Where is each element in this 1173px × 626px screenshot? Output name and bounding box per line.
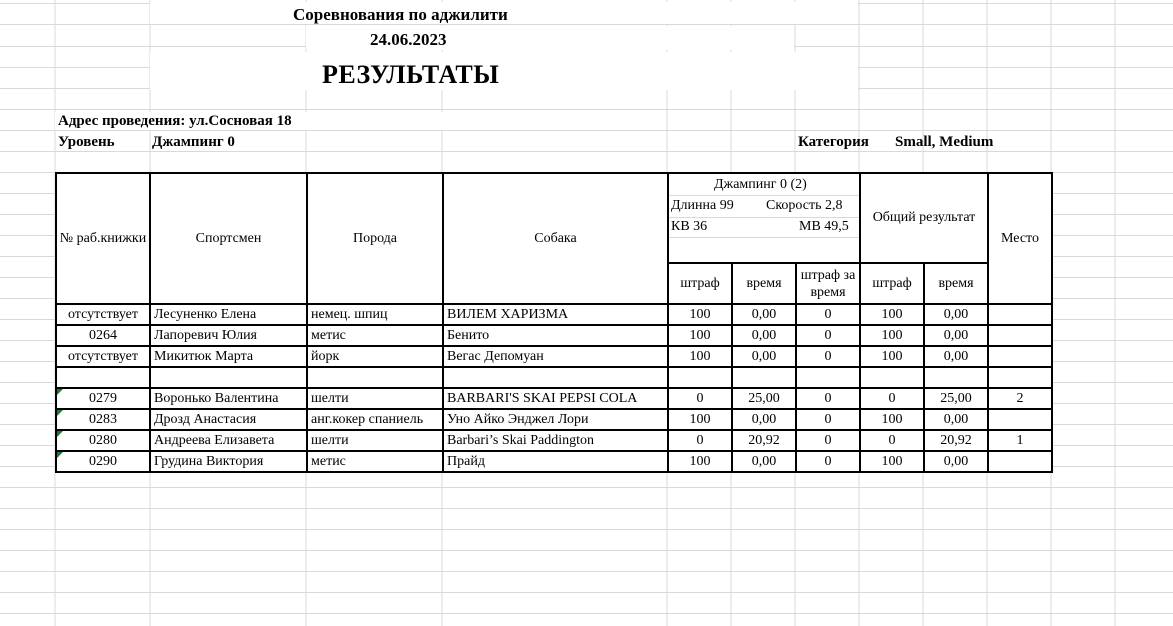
cell-time[interactable]: 20,92 xyxy=(732,430,796,451)
header-jumping-info xyxy=(668,173,860,263)
jump-title: Джампинг 0 (2) xyxy=(714,177,807,192)
cell-time[interactable] xyxy=(732,367,796,388)
cell-place[interactable]: 2 xyxy=(988,388,1052,409)
cell-penalty[interactable]: 100 xyxy=(668,346,732,367)
cell-penalty[interactable]: 100 xyxy=(668,325,732,346)
header-time-label: время xyxy=(746,276,782,291)
cell-overall-time[interactable]: 0,00 xyxy=(924,409,988,430)
jump-speed: Скорость 2,8 xyxy=(766,198,843,213)
cell-overall-penalty[interactable]: 100 xyxy=(860,409,924,430)
jump-length: Длинна 99 xyxy=(671,198,734,213)
cell-breed[interactable]: немец. шпиц xyxy=(307,304,443,325)
cell-time-penalty[interactable]: 0 xyxy=(796,325,860,346)
jump-mv: МВ 49,5 xyxy=(799,219,849,234)
results-title: РЕЗУЛЬТАТЫ xyxy=(322,60,500,89)
cell-athlete[interactable]: Андреева Елизавета xyxy=(150,430,307,451)
cell-time-penalty[interactable]: 0 xyxy=(796,451,860,472)
table-row xyxy=(56,409,1052,430)
header-overall-time xyxy=(924,263,988,304)
address-text: Адрес проведения: ул.Сосновая 18 xyxy=(58,113,292,129)
cell-overall-time[interactable]: 0,00 xyxy=(924,325,988,346)
header-overall-time-label: время xyxy=(938,276,974,291)
competition-title: Соревнования по аджилити xyxy=(293,5,508,24)
header-athlete-label: Спортсмен xyxy=(195,230,262,246)
level-value: Джампинг 0 xyxy=(152,134,235,150)
cell-overall-time[interactable]: 0,00 xyxy=(924,451,988,472)
cell-time-penalty[interactable] xyxy=(796,367,860,388)
table-row xyxy=(56,388,1052,409)
cell-overall-time[interactable] xyxy=(924,367,988,388)
header-book-no-label: № раб.книжки xyxy=(59,230,147,246)
header-overall-label: Общий результат xyxy=(872,210,976,225)
results-merged-cell xyxy=(150,52,858,90)
cell-overall-penalty[interactable]: 0 xyxy=(860,430,924,451)
cell-dog[interactable]: Уно Айко Энджел Лори xyxy=(443,409,668,430)
cell-book[interactable]: 0290 xyxy=(56,451,150,472)
header-penalty-label: штраф xyxy=(680,276,720,291)
cell-penalty[interactable]: 100 xyxy=(668,409,732,430)
cell-dog[interactable]: ВИЛЕМ ХАРИЗМА xyxy=(443,304,668,325)
cell-dog[interactable]: Вегас Депомуан xyxy=(443,346,668,367)
header-place-label: Место xyxy=(1001,230,1039,246)
cell-time-penalty[interactable]: 0 xyxy=(796,430,860,451)
cell-time[interactable]: 25,00 xyxy=(732,388,796,409)
header-time-penalty-label: штраф за время xyxy=(800,267,856,300)
cell-athlete[interactable]: Лапоревич Юлия xyxy=(150,325,307,346)
cell-penalty[interactable]: 0 xyxy=(668,388,732,409)
cell-time[interactable]: 0,00 xyxy=(732,304,796,325)
cell-athlete[interactable] xyxy=(150,367,307,388)
cell-overall-time[interactable]: 0,00 xyxy=(924,346,988,367)
cell-breed[interactable]: анг.кокер спаниель xyxy=(307,409,443,430)
cell-dog[interactable]: Прайд xyxy=(443,451,668,472)
header-dog xyxy=(443,173,668,304)
header-overall xyxy=(860,173,988,263)
cell-place[interactable] xyxy=(988,325,1052,346)
cell-breed[interactable]: метис xyxy=(307,325,443,346)
header-breed-label: Порода xyxy=(352,230,398,246)
table-row-empty xyxy=(56,367,1052,388)
header-overall-penalty-label: штраф xyxy=(872,276,912,291)
cell-overall-time[interactable]: 20,92 xyxy=(924,430,988,451)
cell-book[interactable]: отсутствует xyxy=(56,304,150,325)
header-place xyxy=(988,173,1052,304)
cell-place[interactable] xyxy=(988,304,1052,325)
table-row xyxy=(56,346,1052,367)
cell-athlete[interactable]: Грудина Виктория xyxy=(150,451,307,472)
cell-penalty[interactable]: 0 xyxy=(668,430,732,451)
cell-place[interactable] xyxy=(988,367,1052,388)
cell-place[interactable]: 1 xyxy=(988,430,1052,451)
cell-time-penalty[interactable]: 0 xyxy=(796,346,860,367)
cell-athlete[interactable]: Дрозд Анастасия xyxy=(150,409,307,430)
cell-book[interactable]: 0280 xyxy=(56,430,150,451)
table-row xyxy=(56,304,1052,325)
cell-book[interactable]: отсутствует xyxy=(56,346,150,367)
cell-time-penalty[interactable]: 0 xyxy=(796,409,860,430)
cell-book[interactable] xyxy=(56,367,150,388)
cell-athlete[interactable]: Микитюк Марта xyxy=(150,346,307,367)
header-time-penalty xyxy=(796,263,860,304)
cell-time[interactable]: 0,00 xyxy=(732,409,796,430)
cell-breed[interactable] xyxy=(307,367,443,388)
cell-penalty[interactable]: 100 xyxy=(668,304,732,325)
cell-athlete[interactable]: Лесуненко Елена xyxy=(150,304,307,325)
header-dog-label: Собака xyxy=(534,230,577,246)
table-row xyxy=(56,430,1052,451)
header-time xyxy=(732,263,796,304)
cell-athlete[interactable]: Воронько Валентина xyxy=(150,388,307,409)
cell-place[interactable] xyxy=(988,409,1052,430)
cell-book[interactable]: 0264 xyxy=(56,325,150,346)
cell-book[interactable]: 0279 xyxy=(56,388,150,409)
cell-overall-penalty[interactable] xyxy=(860,367,924,388)
cell-breed[interactable]: шелти xyxy=(307,388,443,409)
header-overall-penalty xyxy=(860,263,924,304)
cell-overall-time[interactable]: 0,00 xyxy=(924,304,988,325)
table-row xyxy=(56,451,1052,472)
cell-breed[interactable]: метис xyxy=(307,451,443,472)
cell-penalty[interactable] xyxy=(668,367,732,388)
cell-place[interactable] xyxy=(988,451,1052,472)
cell-penalty[interactable]: 100 xyxy=(668,451,732,472)
cell-overall-penalty[interactable]: 100 xyxy=(860,346,924,367)
competition-date: 24.06.2023 xyxy=(370,30,447,49)
cell-time[interactable]: 0,00 xyxy=(732,346,796,367)
header-breed xyxy=(307,173,443,304)
cell-dog[interactable] xyxy=(443,367,668,388)
cell-breed[interactable]: шелти xyxy=(307,430,443,451)
cell-time-penalty[interactable]: 0 xyxy=(796,304,860,325)
cell-book[interactable]: 0283 xyxy=(56,409,150,430)
cell-overall-penalty[interactable]: 100 xyxy=(860,451,924,472)
cell-place[interactable] xyxy=(988,346,1052,367)
cell-dog[interactable]: Бенито xyxy=(443,325,668,346)
category-value: Small, Medium xyxy=(895,134,994,150)
header-book-no xyxy=(56,173,150,304)
header-penalty xyxy=(668,263,732,304)
level-label: Уровень xyxy=(58,134,115,150)
cell-time[interactable]: 0,00 xyxy=(732,451,796,472)
cell-time-penalty[interactable]: 0 xyxy=(796,388,860,409)
header-athlete xyxy=(150,173,307,304)
cell-dog[interactable]: Barbari’s Skai Paddington xyxy=(443,430,668,451)
cell-breed[interactable]: йорк xyxy=(307,346,443,367)
cell-overall-penalty[interactable]: 0 xyxy=(860,388,924,409)
cell-overall-penalty[interactable]: 100 xyxy=(860,325,924,346)
cell-overall-time[interactable]: 25,00 xyxy=(924,388,988,409)
cell-dog[interactable]: BARBARI'S SKAI PEPSI COLA xyxy=(443,388,668,409)
results-table xyxy=(55,172,1053,473)
category-label: Категория xyxy=(798,134,869,150)
cell-overall-penalty[interactable]: 100 xyxy=(860,304,924,325)
jump-kv: КВ 36 xyxy=(671,219,708,234)
table-row xyxy=(56,325,1052,346)
cell-time[interactable]: 0,00 xyxy=(732,325,796,346)
